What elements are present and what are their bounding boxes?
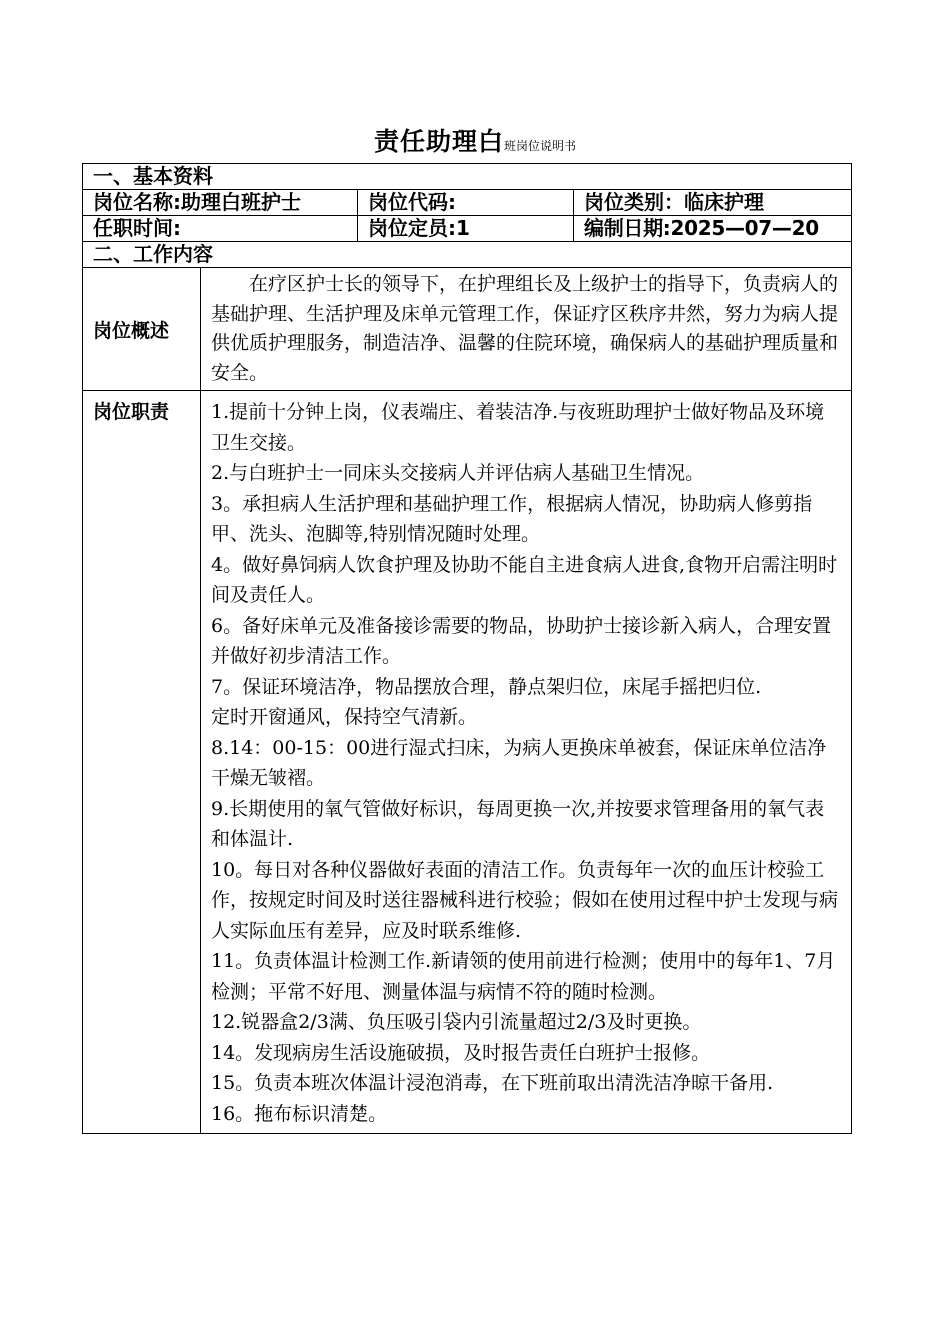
position-name-cell: 岗位名称:助理白班护士 (83, 190, 358, 216)
document-title (0, 122, 950, 158)
duties-list (201, 391, 852, 1134)
duty-item: 定时开窗通风，保持空气清新。 (211, 706, 478, 728)
compile-date-cell: 编制日期:2025—07—20 (574, 216, 852, 242)
basic-info-row-1 (83, 190, 852, 216)
job-description-table (82, 163, 852, 1134)
section1-row (83, 164, 852, 190)
duty-item: 1.提前十分钟上岗，仪表端庄、着装洁净.与夜班助理护士做好物品及环境卫生交接。 (211, 401, 825, 454)
duty-item: 15。负责本班次体温计浸泡消毒，在下班前取出清洗洁净晾干备用. (211, 1072, 774, 1094)
duty-item: 10。每日对各种仪器做好表面的清洁工作。负责每年一次的血压计校验工作，按规定时间及时送往器械科进行校验；假如在使用过程中护士发现与病人实际血压有差异，应及时联系维修. (211, 858, 839, 942)
duties-label: 岗位职责 (83, 391, 201, 1134)
position-code-cell: 岗位代码: (358, 190, 574, 216)
duty-item: 4。做好鼻饲病人饮食护理及协助不能自主进食病人进食,食物开启需注明时间及责任人。 (211, 553, 838, 606)
section2-heading: 二、工作内容 (83, 242, 852, 268)
duty-item: 6。备好床单元及准备接诊需要的物品，协助护士接诊新入病人，合理安置并做好初步清洁工作。 (211, 614, 832, 667)
duty-item: 2.与白班护士一同床头交接病人并评估病人基础卫生情况。 (211, 462, 705, 484)
position-category-cell: 岗位类别：临床护理 (574, 190, 852, 216)
duty-item: 8.14：00-15：00进行湿式扫床，为病人更换床单被套，保证床单位洁净干燥无皱褶。 (211, 736, 827, 789)
basic-info-row-2 (83, 216, 852, 242)
duties-row (83, 391, 852, 1134)
duty-item: 11。负责体温计检测工作.新请领的使用前进行检测；使用中的每年1、7月检测；平常不好甩、测量体温与病情不符的随时检测。 (211, 950, 836, 1003)
headcount-cell: 岗位定员:1 (358, 216, 574, 242)
overview-row (83, 268, 852, 391)
section1-heading: 一、基本资料 (83, 164, 852, 190)
duty-item: 9.长期使用的氧气管做好标识，每周更换一次,并按要求管理备用的氧气表和体温计. (211, 797, 825, 850)
title-sub: 班岗位说明书 (504, 139, 577, 153)
tenure-cell: 任职时间: (83, 216, 358, 242)
duty-item: 12.锐器盒2/3满、负压吸引袋内引流量超过2/3及时更换。 (211, 1011, 702, 1033)
duty-item: 16。拖布标识清楚。 (211, 1102, 388, 1125)
title-main: 责任助理白 (373, 127, 504, 156)
overview-label: 岗位概述 (83, 268, 201, 391)
duty-item: 14。发现病房生活设施破损，及时报告责任白班护士报修。 (211, 1041, 711, 1064)
duty-item: 3。承担病人生活护理和基础护理工作，根据病人情况，协助病人修剪指甲、洗头、泡脚等,特别情况随时处理。 (211, 492, 813, 545)
duty-item: 7。保证环境洁净，物品摆放合理，静点架归位，床尾手摇把归位. (211, 675, 762, 698)
overview-text: 在疗区护士长的领导下，在护理组长及上级护士的指导下，负责病人的基础护理、生活护理及床单元管理工作，保证疗区秩序井然，努力为病人提供优质护理服务，制造洁净、温馨的住院环境，确保病人的基础护理质量和安全。 (201, 268, 852, 391)
section2-row (83, 242, 852, 268)
